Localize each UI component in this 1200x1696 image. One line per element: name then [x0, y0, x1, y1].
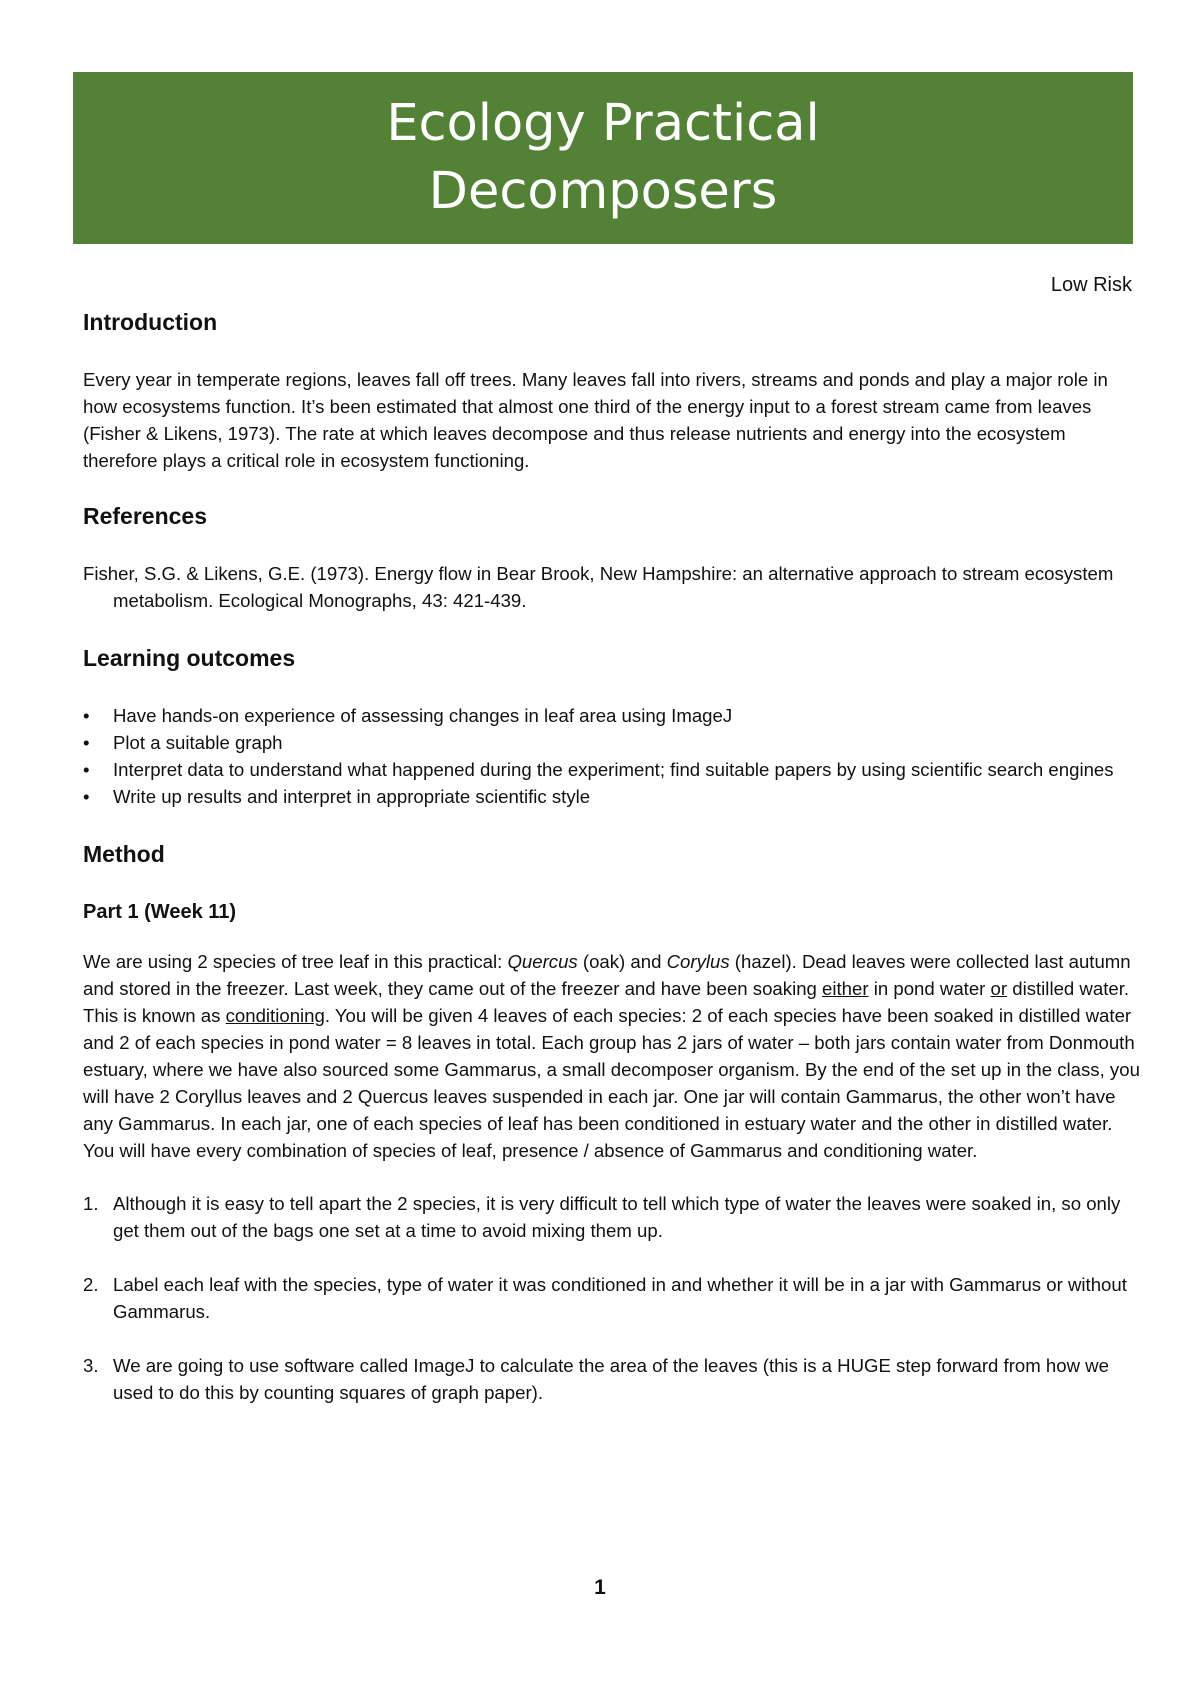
step-number: 1.: [83, 1193, 99, 1214]
learning-outcomes-heading: Learning outcomes: [83, 645, 296, 671]
step-text: Although it is easy to tell apart the 2 species, it is very difficult to tell which type of water the leaves were soaked in, so only get them out of the bags one set at a time to avoid mixing them up.: [113, 1193, 1121, 1241]
title-line-2: Decomposers: [428, 162, 778, 221]
introduction-text: Every year in temperate regions, leaves fall off trees. Many leaves fall into rivers, streams and ponds and play a major role in how ecosystems function. It’s been estimated that almost one third of the energy input to a forest stream came from leaves (Fisher & Likens, 1973). The rate at which leaves decompose and thus release nutrients and energy into the ecosystem therefore plays a critical role in ecosystem functioning.: [83, 369, 1108, 471]
part1-heading: Part 1 (Week 11): [83, 901, 237, 923]
corylus-species: Corylus: [666, 951, 730, 972]
or-emphasis: or: [990, 978, 1008, 999]
list-item: [83, 783, 1143, 810]
risk-level: Low Risk: [1050, 274, 1132, 296]
bullet-icon: •: [83, 786, 90, 807]
method-text: . You will be given 4 leaves of each species: 2 of each species have been soaked in distilled water and 2 of each species in pond water = 8 leaves in total. Each group has 2 jars of water – both jars contain water from Donmouth estuary, where we have also sourced some Gammarus, a small decomposer organism. By the end of the set up in the class, you will have 2 Coryllus leaves and 2 Quercus leaves suspended in each jar. One jar will contain Gammarus, the other won’t have any Gammarus. In each jar, one of each species of leaf has been conditioned in estuary water and the other in distilled water. You will have every combination of species of leaf, presence / absence of Gammarus and conditioning water.: [83, 1005, 1140, 1161]
bullet-icon: •: [83, 759, 90, 780]
step-number: 3.: [83, 1355, 99, 1376]
step-number: 2.: [83, 1274, 99, 1295]
method-text: (oak) and: [577, 951, 667, 972]
method-text: We are using 2 species of tree leaf in this practical:: [83, 951, 508, 972]
learning-outcomes-list: [83, 702, 1143, 810]
list-item-text: Have hands-on experience of assessing changes in leaf area using ImageJ: [113, 705, 733, 726]
either-emphasis: either: [822, 978, 869, 999]
method-heading: Method: [83, 841, 165, 867]
introduction-heading: Introduction: [83, 309, 218, 335]
method-step: [83, 1271, 1143, 1325]
method-step: [83, 1352, 1143, 1406]
method-paragraph: [83, 948, 1143, 1164]
method-step: [83, 1190, 1143, 1244]
page-number: 1: [594, 1576, 606, 1599]
references-heading: References: [83, 503, 208, 529]
step-text: Label each leaf with the species, type of water it was conditioned in and whether it will be in a jar with Gammarus or without Gammarus.: [113, 1274, 1127, 1322]
list-item: [83, 756, 1143, 783]
document-body: [83, 306, 1143, 1433]
list-item: [83, 702, 1143, 729]
step-text: We are going to use software called ImageJ to calculate the area of the leaves (this is a HUGE step forward from how we used to do this by counting squares of graph paper).: [113, 1355, 1109, 1403]
bullet-icon: •: [83, 705, 90, 726]
method-text: (hazel). Dead leaves were collected last autumn and stored in the freezer. Last week, they came out of the freezer and have been soaking: [83, 951, 1131, 999]
title-line-1: Ecology Practical: [386, 94, 820, 153]
method-steps-list: [83, 1190, 1143, 1406]
method-text: distilled water. This is known as: [83, 978, 1130, 1026]
reference-entry: Fisher, S.G. & Likens, G.E. (1973). Energy flow in Bear Brook, New Hampshire: an alternative approach to stream ecosystem metabolism. Ecological Monographs, 43: 421-439.: [83, 563, 1114, 611]
method-text: in pond water: [868, 978, 991, 999]
list-item-text: Plot a suitable graph: [113, 732, 283, 753]
quercus-species: Quercus: [507, 951, 578, 972]
conditioning-term: conditioning: [225, 1005, 325, 1026]
list-item-text: Interpret data to understand what happened during the experiment; find suitable papers by using scientific search engines: [113, 759, 1114, 780]
title-banner: [73, 72, 1133, 244]
list-item: [83, 729, 1143, 756]
bullet-icon: •: [83, 732, 90, 753]
list-item-text: Write up results and interpret in appropriate scientific style: [113, 786, 591, 807]
